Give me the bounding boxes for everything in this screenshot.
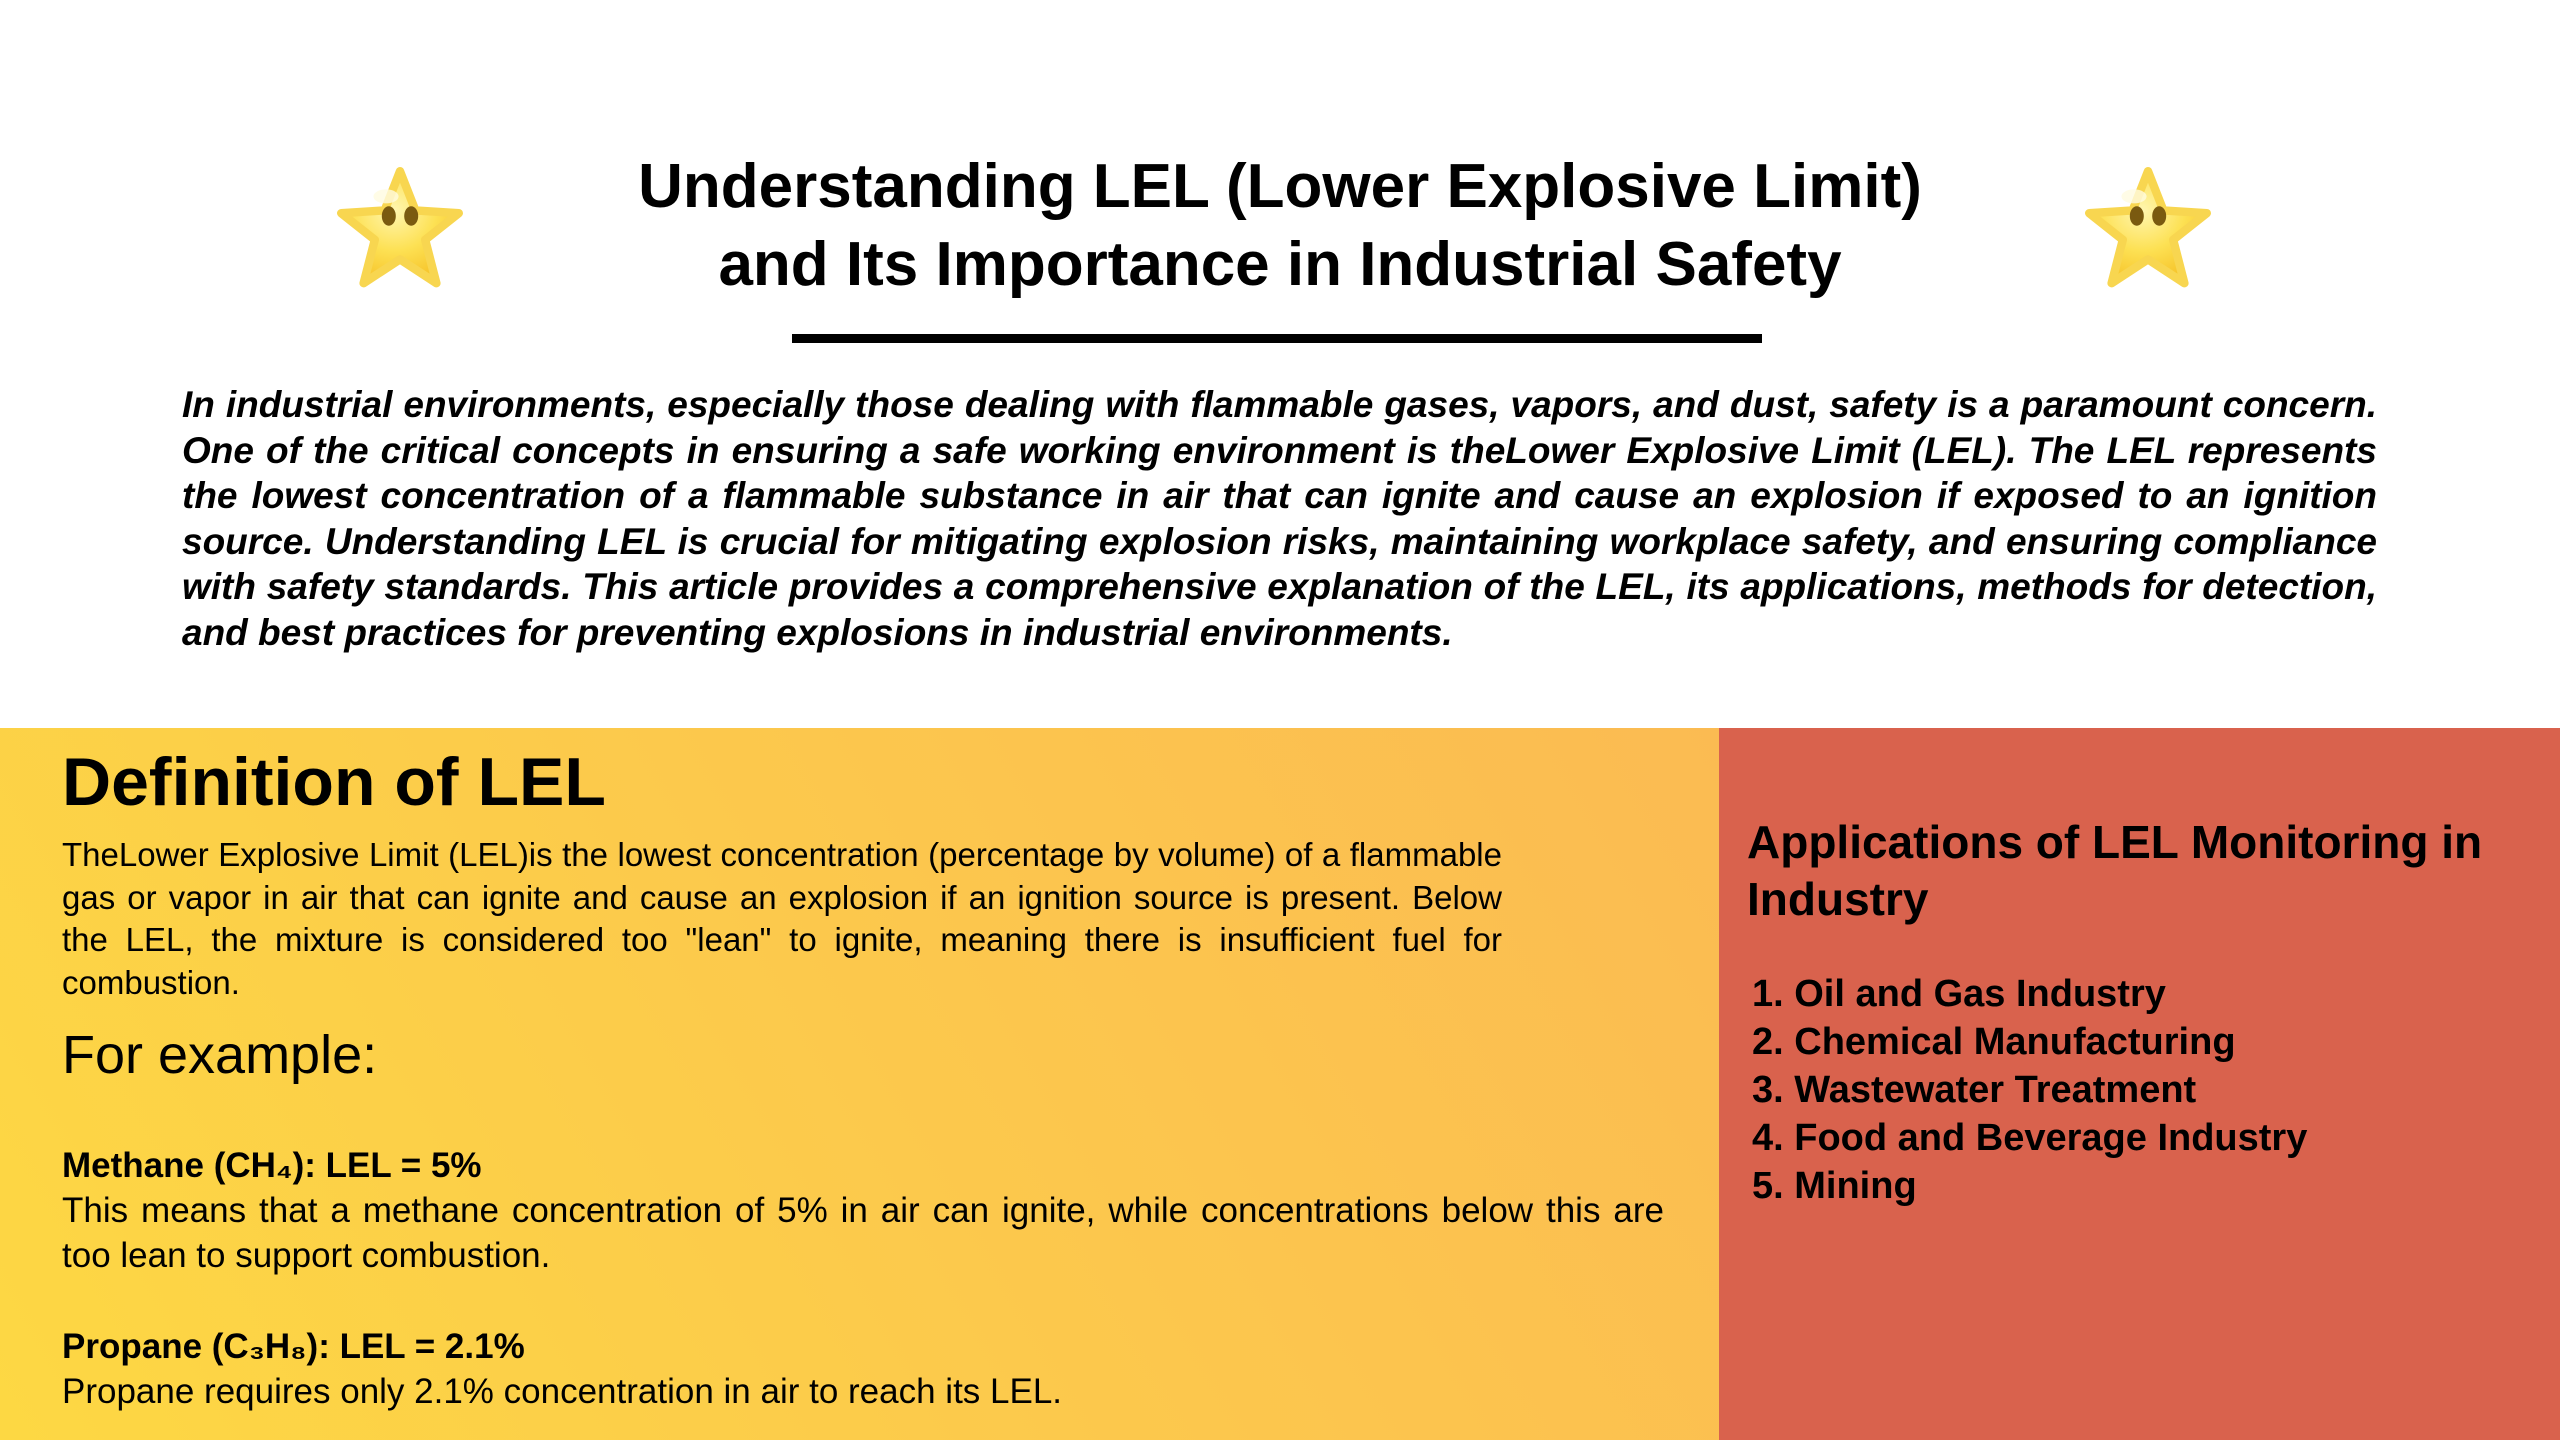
applications-list [1752,970,2307,1210]
list-item: 1. Oil and Gas Industry [1752,973,2166,1015]
title-underline [792,334,1762,343]
example-methane-text: This means that a methane concentration of 5% in air can ignite, while concentrations below this are too lean to support combustion. [62,1191,1664,1275]
list-item: 4. Food and Beverage Industry [1752,1117,2308,1159]
example-methane-title: Methane (CH₄): LEL = 5% [62,1146,482,1185]
list-item: 3. Wastewater Treatment [1752,1069,2197,1111]
example-heading: For example: [62,1025,378,1085]
example-propane-text: Propane requires only 2.1% concentration in air to reach its LEL. [62,1372,1063,1411]
applications-heading: Applications of LEL Monitoring in Industry [1747,816,2483,925]
list-item: 5. Mining [1752,1165,1917,1207]
star-icon [2078,160,2218,300]
page-title-line-2: and Its Importance in Industrial Safety [718,230,1842,299]
list-item: 2. Chemical Manufacturing [1752,1021,2236,1063]
definition-text: TheLower Explosive Limit (LEL)is the lowest concentration (percentage by volume) of a flammable gas or vapor in air that can ignite and cause an explosion if an ignition source is present. Below the LEL, the mixture is considered too "lean" to ignite, meaning there is insufficient fuel for combustion. [62,836,1502,1001]
page-title-line-1: Understanding LEL (Lower Explosive Limit) [638,152,1922,221]
intro-paragraph: In industrial environments, especially those dealing with flammable gases, vapors, and dust, safety is a paramount concern. One of the critical concepts in ensuring a safe working environment is theLower Explosive Limit (LEL). The LEL represents the lowest concentration of a flammable substance in air that can ignite and cause an explosion if exposed to an ignition source. Understanding LEL is crucial for mitigating explosion risks, maintaining workplace safety, and ensuring compliance with safety standards. This article provides a comprehensive explanation of the LEL, its applications, methods for detection, and best practices for preventing explosions in industrial environments. [182,384,2377,653]
example-propane-title: Propane (C₃H₈): LEL = 2.1% [62,1327,525,1366]
definition-heading: Definition of LEL [62,744,606,820]
page-title [440,148,2120,304]
